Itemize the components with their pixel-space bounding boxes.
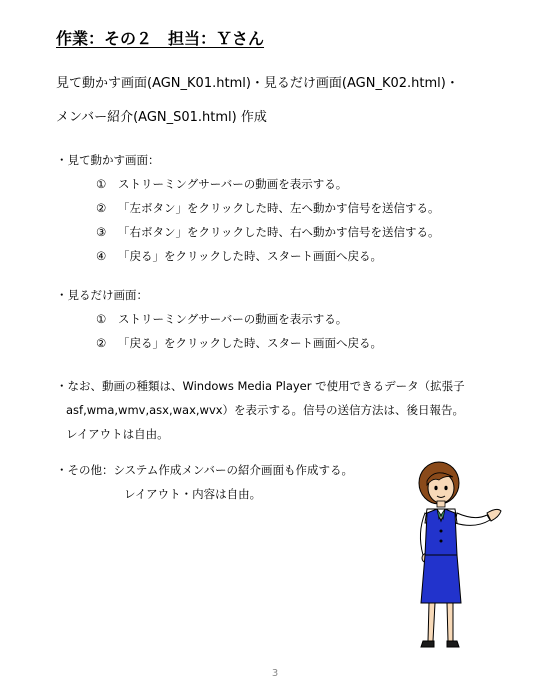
item-number: ② bbox=[96, 201, 107, 215]
item-text: 「戻る」をクリックした時、スタート画面へ戻る。 bbox=[118, 249, 383, 263]
page-number: 3 bbox=[271, 668, 279, 679]
item-number: ① bbox=[96, 177, 107, 191]
intro-line-2: メンバー紹介(AGN_S01.html) 作成 bbox=[56, 110, 267, 125]
section-note bbox=[56, 374, 536, 446]
intro-line-1: 見て動かす画面(AGN_K01.html)・見るだけ画面(AGN_K02.html)・ bbox=[56, 76, 459, 91]
section-heading: ・見るだけ画面： bbox=[56, 288, 148, 302]
item-text: 「右ボタン」をクリックした時、右へ動かす信号を送信する。 bbox=[118, 225, 440, 239]
other-subline: レイアウト・内容は自由。 bbox=[124, 487, 262, 501]
note-line-1: ・なお、動画の種類は、Windows Media Player で使用できるデータ（拡張子 bbox=[56, 379, 465, 393]
item-number: ④ bbox=[96, 249, 107, 263]
section-see-only bbox=[56, 287, 382, 351]
woman-illustration bbox=[395, 455, 515, 655]
item-number: ② bbox=[96, 336, 107, 350]
list-item bbox=[56, 176, 440, 192]
page-title: 作業：その２ 担当：Ｙさん bbox=[56, 29, 265, 48]
section-other bbox=[56, 462, 353, 502]
section-see-move bbox=[56, 152, 440, 264]
section-heading: ・見て動かす画面： bbox=[56, 153, 160, 167]
item-text: 「左ボタン」をクリックした時、左へ動かす信号を送信する。 bbox=[118, 201, 440, 215]
section-heading: ・その他：システム作成メンバーの紹介画面も作成する。 bbox=[56, 463, 354, 477]
item-text: ストリーミングサーバーの動画を表示する。 bbox=[118, 312, 348, 326]
list-item bbox=[56, 335, 382, 351]
note-line-3: レイアウトは自由。 bbox=[66, 427, 169, 441]
item-text: ストリーミングサーバーの動画を表示する。 bbox=[118, 177, 348, 191]
item-text: 「戻る」をクリックした時、スタート画面へ戻る。 bbox=[118, 336, 383, 350]
list-item bbox=[56, 311, 382, 327]
item-number: ③ bbox=[96, 225, 107, 239]
item-list bbox=[56, 176, 440, 264]
list-item bbox=[56, 248, 440, 264]
item-list bbox=[56, 311, 382, 351]
list-item bbox=[56, 200, 440, 216]
list-item bbox=[56, 224, 440, 240]
item-number: ① bbox=[96, 312, 107, 326]
note-line-2: asf,wma,wmv,asx,wax,wvx）を表示する。信号の送信方法は、後日報告。 bbox=[66, 403, 465, 417]
note-paragraph bbox=[56, 374, 536, 446]
